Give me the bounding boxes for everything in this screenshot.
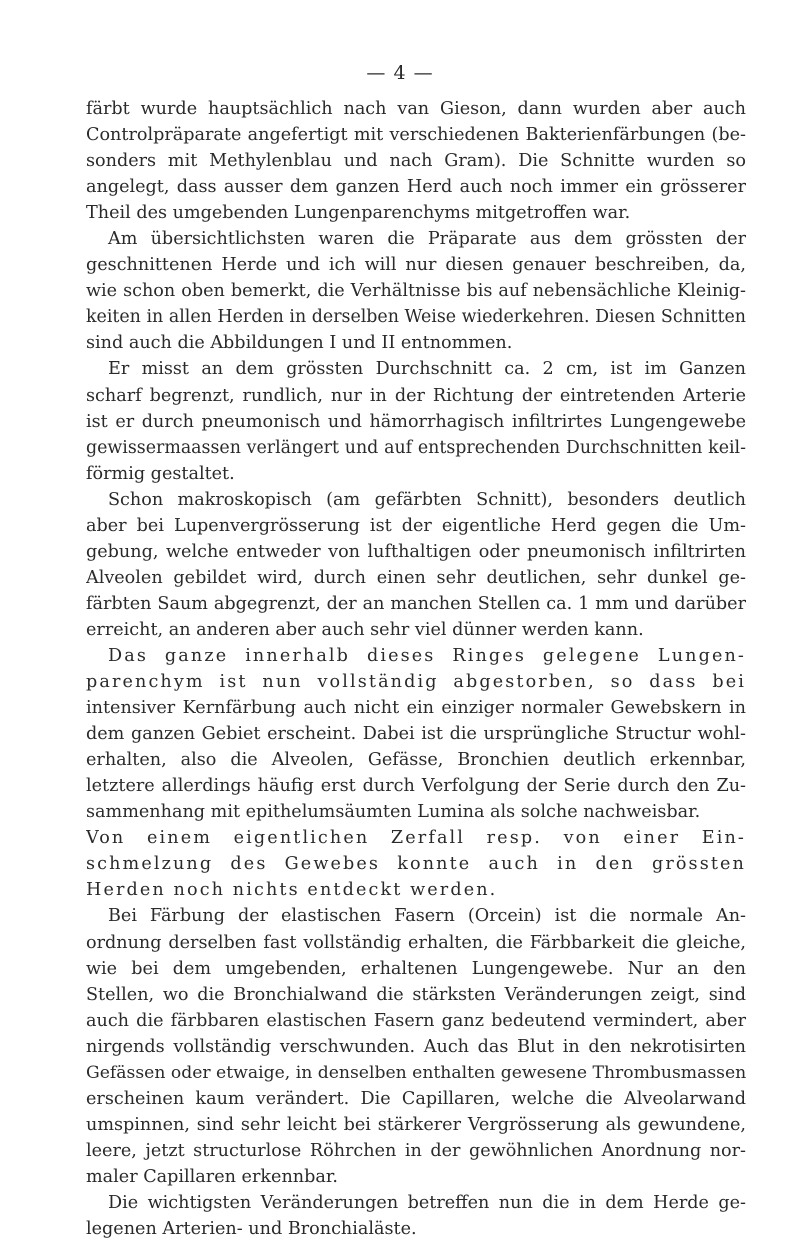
text-line: erreicht, an anderen aber auch sehr viel dünner werden kann.	[86, 619, 644, 640]
text-line: Er misst an dem grössten Durchschnitt ca. 2 cm, ist im Ganzen	[108, 359, 746, 380]
text-line: nirgends vollständig verschwunden. Auch das Blut in den nekrotisirten	[86, 1036, 746, 1057]
text-line: sammenhang mit epithelumsäumten Lumina als solche nachweisbar.	[86, 802, 701, 823]
text-line: sonders mit Methylenblau und nach Gram). Die Schnitte wurden so	[86, 151, 746, 172]
text-line: letztere allerdings häufig erst durch Verfolgung der Serie durch den Zu-	[86, 776, 746, 797]
text-line: Bei Färbung der elastischen Fasern (Orcein) ist die normale An-	[108, 906, 746, 927]
text-line: intensiver Kernfärbung auch nicht ein einziger normaler Gewebskern in	[86, 698, 746, 719]
text-line: Alveolen gebildet wird, durch einen sehr deutlichen, sehr dunkel ge-	[86, 567, 746, 588]
text-line: wie bei dem umgebenden, erhaltenen Lungengewebe. Nur an den	[86, 958, 746, 979]
text-line: keiten in allen Herden in derselben Weise wiederkehren. Diesen Schnitten	[86, 307, 746, 328]
text-line: ist er durch pneumonisch und hämorrhagisch infiltrirtes Lungengewebe	[86, 411, 746, 432]
text-line: leere, jetzt structurlose Röhrchen in der gewöhnlichen Anordnung nor-	[86, 1140, 746, 1161]
text-line: legenen Arterien- und Bronchialäste.	[86, 1219, 417, 1240]
text-line: gebung, welche entweder von lufthaltigen oder pneumonisch infiltrirten	[86, 541, 746, 562]
text-line: förmig gestaltet.	[86, 463, 235, 484]
text-line: schmelzung des Gewebes konnte auch in den grössten	[86, 854, 746, 875]
text-line: aber bei Lupenvergrösserung ist der eigentliche Herd gegen die Um-	[86, 515, 746, 536]
text-line: Das ganze innerhalb dieses Ringes gelegene Lungen-	[108, 645, 746, 666]
text-line: dem ganzen Gebiet erscheint. Dabei ist die ursprüngliche Structur wohl-	[86, 724, 746, 745]
text-line: scharf begrenzt, rundlich, nur in der Richtung der eintretenden Arterie	[86, 385, 746, 406]
text-line: Controlpräparate angefertigt mit verschiedenen Bakterienfärbungen (be-	[86, 125, 746, 146]
body-text	[86, 96, 746, 1242]
text-line: auch die färbbaren elastischen Fasern ganz bedeutend vermindert, aber	[86, 1010, 746, 1031]
text-line: Schon makroskopisch (am gefärbten Schnitt), besonders deutlich	[108, 489, 746, 510]
text-line: umspinnen, sind sehr leicht bei stärkerer Vergrösserung als gewundene,	[86, 1114, 746, 1135]
text-line: färbt wurde hauptsächlich nach van Gieson, dann wurden aber auch	[86, 99, 746, 119]
page-number: — 4 —	[366, 62, 434, 84]
text-line: Von einem eigentlichen Zerfall resp. von einer Ein-	[86, 828, 746, 849]
text-line: Am übersichtlichsten waren die Präparate aus dem grössten der	[108, 229, 746, 250]
text-line: ordnung derselben fast vollständig erhalten, die Färbbarkeit die gleiche,	[86, 932, 746, 953]
text-line: maler Capillaren erkennbar.	[86, 1166, 338, 1187]
text-line: erscheinen kaum verändert. Die Capillaren, welche die Alveolarwand	[86, 1088, 746, 1109]
text-line: Herden noch nichts entdeckt werden.	[86, 880, 498, 901]
text-line: parenchym ist nun vollständig abgestorben, so dass bei	[86, 672, 746, 693]
text-line: wie schon oben bemerkt, die Verhältnisse bis auf nebensächliche Kleinig-	[86, 281, 746, 302]
text-line: Die wichtigsten Veränderungen betreffen nun die in dem Herde ge-	[108, 1192, 746, 1213]
text-line: angelegt, dass ausser dem ganzen Herd auch noch immer ein grösserer	[86, 177, 746, 198]
text-line: Theil des umgebenden Lungenparenchyms mitgetroffen war.	[86, 203, 631, 224]
text-line: erhalten, also die Alveolen, Gefässe, Bronchien deutlich erkennbar,	[86, 750, 746, 771]
text-line: färbten Saum abgegrenzt, der an manchen Stellen ca. 1 mm und darüber	[86, 593, 746, 614]
text-line: Stellen, wo die Bronchialwand die stärksten Veränderungen zeigt, sind	[86, 984, 746, 1005]
text-line: geschnittenen Herde und ich will nur diesen genauer beschreiben, da,	[86, 255, 746, 276]
text-line: sind auch die Abbildungen I und II entnommen.	[86, 333, 513, 354]
text-line: Gefässen oder etwaige, in denselben enthalten gewesene Thrombusmassen	[86, 1062, 746, 1083]
text-line: gewissermaassen verlängert und auf entsprechenden Durchschnitten keil-	[86, 437, 746, 458]
